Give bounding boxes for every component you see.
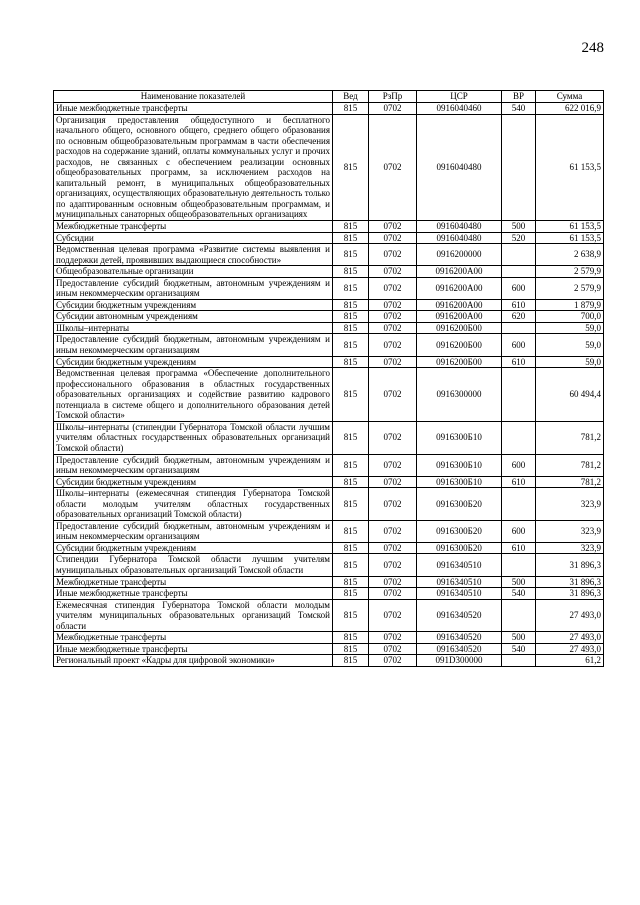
cell-sum: 31 896,3 (536, 588, 604, 600)
cell-name: Предоставление субсидий бюджетным, автономным учреждениям и иным некоммерческим организациям (54, 520, 333, 542)
cell-rzpr: 0702 (369, 476, 417, 488)
table-row (54, 421, 604, 454)
cell-csr: 0916040460 (417, 103, 502, 115)
cell-name: Субсидии бюджетным учреждениям (54, 299, 333, 311)
cell-csr: 0916340510 (417, 576, 502, 588)
cell-csr: 0916300Б20 (417, 520, 502, 542)
cell-sum: 27 493,0 (536, 599, 604, 632)
cell-rzpr: 0702 (369, 103, 417, 115)
cell-sum: 61 153,5 (536, 221, 604, 233)
column-header-vr: ВР (502, 91, 536, 103)
cell-csr: 0916040480 (417, 114, 502, 220)
cell-ved: 815 (333, 588, 369, 600)
cell-rzpr: 0702 (369, 599, 417, 632)
cell-csr: 0916340510 (417, 554, 502, 576)
cell-vr: 500 (502, 576, 536, 588)
cell-vr (502, 244, 536, 266)
cell-name: Ежемесячная стипендия Губернатора Томской области молодым учителям муниципальных образовательных организаций Томской области (54, 599, 333, 632)
cell-vr: 610 (502, 356, 536, 368)
cell-sum: 781,2 (536, 454, 604, 476)
cell-sum: 59,0 (536, 322, 604, 334)
cell-name: Иные межбюджетные трансферты (54, 588, 333, 600)
cell-csr: 0916300Б20 (417, 488, 502, 521)
cell-rzpr: 0702 (369, 356, 417, 368)
table-row (54, 356, 604, 368)
cell-name: Субсидии автономным учреждениям (54, 311, 333, 323)
cell-name: Организация предоставления общедоступного и бесплатного начального общего, основного общего, среднего общего образования по основным общеобразовательным программам в части обеспечения расходов на содержание зданий, оплаты коммунальных услуг и прочих расходов, не связанных с обеспечением реализации основных общеобразовательных программ, за исключением расходов на капитальный ремонт, в муниципальных общеобразовательных организациях, осуществляющих образовательную деятельность только по адаптированным основным общеобразовательным программам, и муниципальных санаторных общеобразовательных организациях (54, 114, 333, 220)
cell-ved: 815 (333, 655, 369, 667)
cell-ved: 815 (333, 454, 369, 476)
table-row (54, 588, 604, 600)
column-header-sum: Сумма (536, 91, 604, 103)
page-number: 248 (581, 40, 604, 56)
cell-sum: 27 493,0 (536, 643, 604, 655)
cell-vr: 540 (502, 643, 536, 655)
cell-vr: 600 (502, 334, 536, 356)
cell-rzpr: 0702 (369, 114, 417, 220)
cell-ved: 815 (333, 277, 369, 299)
cell-sum: 2 579,9 (536, 277, 604, 299)
cell-ved: 815 (333, 554, 369, 576)
cell-csr: 0916200Б00 (417, 356, 502, 368)
cell-csr: 0916200Б00 (417, 334, 502, 356)
cell-vr: 620 (502, 311, 536, 323)
cell-ved: 815 (333, 421, 369, 454)
table-header (54, 91, 604, 103)
cell-csr: 0916300Б10 (417, 476, 502, 488)
cell-ved: 815 (333, 488, 369, 521)
cell-csr: 0916040480 (417, 232, 502, 244)
column-header-name: Наименование показателей (54, 91, 333, 103)
table-row (54, 576, 604, 588)
table-body (54, 103, 604, 667)
table-row (54, 488, 604, 521)
cell-vr: 610 (502, 542, 536, 554)
cell-csr: 0916200А00 (417, 266, 502, 278)
table-row (54, 554, 604, 576)
cell-csr: 0916200А00 (417, 277, 502, 299)
cell-vr (502, 368, 536, 422)
cell-sum: 2 579,9 (536, 266, 604, 278)
cell-csr: 091D300000 (417, 655, 502, 667)
cell-sum: 31 896,3 (536, 554, 604, 576)
cell-sum: 622 016,9 (536, 103, 604, 115)
cell-sum: 31 896,3 (536, 576, 604, 588)
cell-name: Межбюджетные трансферты (54, 632, 333, 644)
cell-ved: 815 (333, 114, 369, 220)
cell-csr: 0916300000 (417, 368, 502, 422)
table-row (54, 322, 604, 334)
cell-vr (502, 421, 536, 454)
cell-ved: 815 (333, 632, 369, 644)
table-row (54, 643, 604, 655)
cell-name: Субсидии (54, 232, 333, 244)
cell-rzpr: 0702 (369, 542, 417, 554)
table-row (54, 542, 604, 554)
table-row (54, 632, 604, 644)
cell-csr: 0916040480 (417, 221, 502, 233)
cell-ved: 815 (333, 476, 369, 488)
cell-ved: 815 (333, 221, 369, 233)
cell-vr: 610 (502, 476, 536, 488)
table-row (54, 655, 604, 667)
cell-sum: 61,2 (536, 655, 604, 667)
cell-csr: 0916300Б20 (417, 542, 502, 554)
table-row (54, 232, 604, 244)
cell-name: Общеобразовательные организации (54, 266, 333, 278)
cell-ved: 815 (333, 520, 369, 542)
cell-rzpr: 0702 (369, 244, 417, 266)
cell-name: Субсидии бюджетным учреждениям (54, 476, 333, 488)
cell-csr: 0916340520 (417, 643, 502, 655)
cell-vr (502, 114, 536, 220)
table-row (54, 334, 604, 356)
cell-name: Субсидии бюджетным учреждениям (54, 356, 333, 368)
cell-name: Предоставление субсидий бюджетным, автономным учреждениям и иным некоммерческим организациям (54, 334, 333, 356)
cell-vr (502, 554, 536, 576)
table-row (54, 299, 604, 311)
cell-rzpr: 0702 (369, 322, 417, 334)
cell-vr: 600 (502, 520, 536, 542)
cell-name: Школы–интернаты (54, 322, 333, 334)
cell-csr: 0916200Б00 (417, 322, 502, 334)
cell-vr: 520 (502, 232, 536, 244)
cell-ved: 815 (333, 266, 369, 278)
budget-table (53, 90, 604, 667)
column-header-rzpr: РзПр (369, 91, 417, 103)
table-row (54, 599, 604, 632)
cell-csr: 0916200А00 (417, 299, 502, 311)
cell-sum: 27 493,0 (536, 632, 604, 644)
cell-rzpr: 0702 (369, 421, 417, 454)
cell-rzpr: 0702 (369, 311, 417, 323)
cell-vr: 540 (502, 103, 536, 115)
cell-rzpr: 0702 (369, 221, 417, 233)
cell-vr: 600 (502, 454, 536, 476)
cell-vr (502, 488, 536, 521)
cell-sum: 61 153,5 (536, 114, 604, 220)
cell-vr (502, 655, 536, 667)
cell-ved: 815 (333, 576, 369, 588)
cell-ved: 815 (333, 299, 369, 311)
cell-csr: 0916340510 (417, 588, 502, 600)
cell-csr: 0916340520 (417, 599, 502, 632)
cell-vr: 600 (502, 277, 536, 299)
cell-ved: 815 (333, 232, 369, 244)
cell-sum: 700,0 (536, 311, 604, 323)
cell-sum: 323,9 (536, 488, 604, 521)
cell-name: Межбюджетные трансферты (54, 576, 333, 588)
cell-ved: 815 (333, 368, 369, 422)
cell-vr: 610 (502, 299, 536, 311)
cell-sum: 781,2 (536, 476, 604, 488)
cell-ved: 815 (333, 311, 369, 323)
cell-name: Субсидии бюджетным учреждениям (54, 542, 333, 554)
table-row (54, 454, 604, 476)
cell-ved: 815 (333, 103, 369, 115)
cell-rzpr: 0702 (369, 643, 417, 655)
cell-ved: 815 (333, 334, 369, 356)
cell-name: Предоставление субсидий бюджетным, автономным учреждениям и иным некоммерческим организациям (54, 277, 333, 299)
cell-name: Школы–интернаты (ежемесячная стипендия Губернатора Томской области молодым учителям областных государственных образовательных организаций Томской области) (54, 488, 333, 521)
cell-name: Ведомственная целевая программа «Обеспечение дополнительного профессионального образования в областных государственных образовательных организациях и содействие развитию кадрового потенциала в системе общего и дополнительного образования детей Томской области» (54, 368, 333, 422)
table-row (54, 266, 604, 278)
column-header-ved: Вед (333, 91, 369, 103)
cell-vr (502, 599, 536, 632)
cell-rzpr: 0702 (369, 576, 417, 588)
table-row (54, 103, 604, 115)
cell-rzpr: 0702 (369, 454, 417, 476)
cell-vr (502, 322, 536, 334)
cell-ved: 815 (333, 599, 369, 632)
cell-sum: 323,9 (536, 542, 604, 554)
cell-sum: 2 638,9 (536, 244, 604, 266)
table-row (54, 114, 604, 220)
cell-csr: 0916300Б10 (417, 421, 502, 454)
cell-name: Предоставление субсидий бюджетным, автономным учреждениям и иным некоммерческим организациям (54, 454, 333, 476)
cell-csr: 0916340520 (417, 632, 502, 644)
cell-name: Иные межбюджетные трансферты (54, 643, 333, 655)
column-header-csr: ЦСР (417, 91, 502, 103)
cell-rzpr: 0702 (369, 232, 417, 244)
cell-sum: 61 153,5 (536, 232, 604, 244)
cell-name: Стипендии Губернатора Томской области лучшим учителям муниципальных образовательных организаций Томской области (54, 554, 333, 576)
cell-csr: 0916200А00 (417, 311, 502, 323)
table-row (54, 277, 604, 299)
cell-rzpr: 0702 (369, 588, 417, 600)
cell-rzpr: 0702 (369, 277, 417, 299)
cell-name: Школы–интернаты (стипендии Губернатора Томской области лучшим учителям областных государственных образовательных организаций Томской области) (54, 421, 333, 454)
cell-sum: 323,9 (536, 520, 604, 542)
cell-rzpr: 0702 (369, 520, 417, 542)
cell-rzpr: 0702 (369, 368, 417, 422)
cell-ved: 815 (333, 356, 369, 368)
cell-rzpr: 0702 (369, 299, 417, 311)
table-row (54, 368, 604, 422)
cell-sum: 59,0 (536, 356, 604, 368)
cell-sum: 1 879,9 (536, 299, 604, 311)
cell-vr: 540 (502, 588, 536, 600)
cell-name: Иные межбюджетные трансферты (54, 103, 333, 115)
cell-rzpr: 0702 (369, 334, 417, 356)
cell-rzpr: 0702 (369, 632, 417, 644)
cell-ved: 815 (333, 643, 369, 655)
cell-rzpr: 0702 (369, 655, 417, 667)
cell-csr: 0916200000 (417, 244, 502, 266)
cell-sum: 60 494,4 (536, 368, 604, 422)
cell-vr (502, 266, 536, 278)
cell-ved: 815 (333, 542, 369, 554)
table-row (54, 311, 604, 323)
cell-sum: 59,0 (536, 334, 604, 356)
cell-ved: 815 (333, 244, 369, 266)
cell-vr: 500 (502, 221, 536, 233)
cell-sum: 781,2 (536, 421, 604, 454)
table-row (54, 476, 604, 488)
cell-name: Ведомственная целевая программа «Развитие системы выявления и поддержки детей, проявивших выдающиеся способности» (54, 244, 333, 266)
cell-rzpr: 0702 (369, 488, 417, 521)
cell-vr: 500 (502, 632, 536, 644)
cell-name: Межбюджетные трансферты (54, 221, 333, 233)
table-row (54, 520, 604, 542)
cell-rzpr: 0702 (369, 266, 417, 278)
cell-csr: 0916300Б10 (417, 454, 502, 476)
cell-name: Региональный проект «Кадры для цифровой экономики» (54, 655, 333, 667)
table-row (54, 221, 604, 233)
cell-rzpr: 0702 (369, 554, 417, 576)
cell-ved: 815 (333, 322, 369, 334)
table-row (54, 244, 604, 266)
